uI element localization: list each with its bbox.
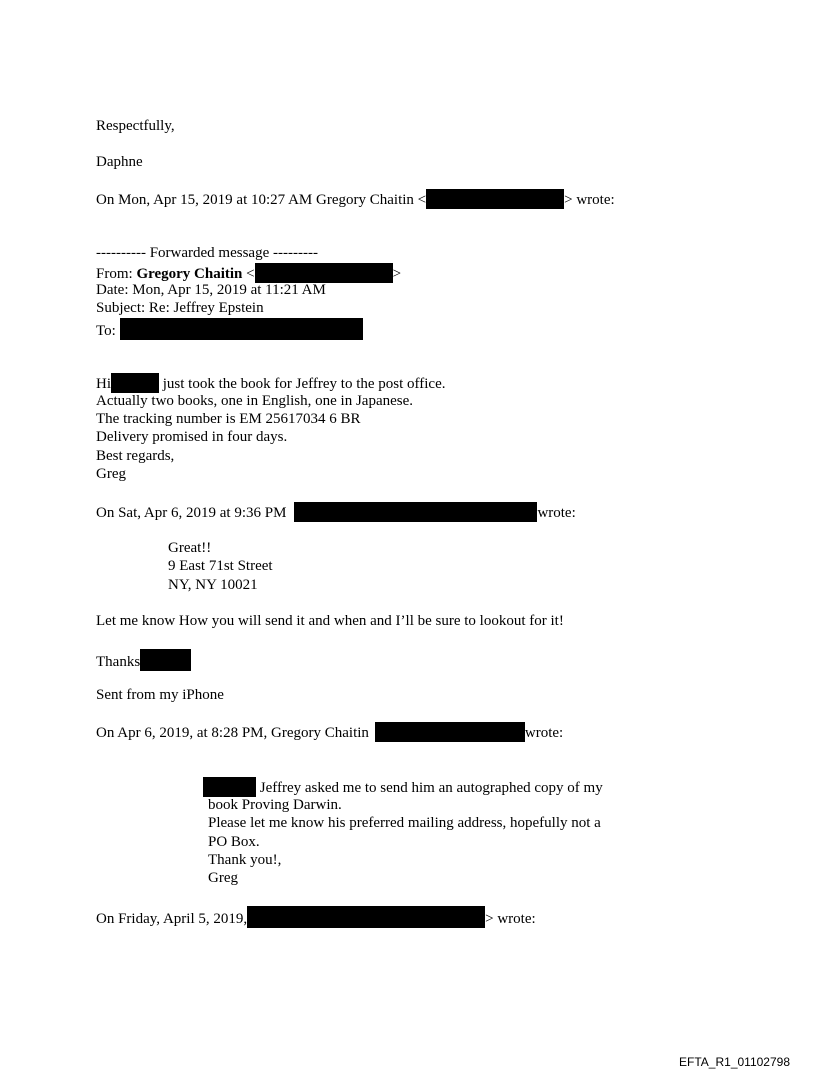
forwarded-banner: ---------- Forwarded message --------- <box>96 245 318 261</box>
reply-header-3-suffix: wrote: <box>524 725 564 741</box>
address-line-3: NY, NY 10021 <box>168 577 258 593</box>
redaction-block <box>111 373 159 393</box>
sent-from-line: Sent from my iPhone <box>96 687 224 703</box>
forwarded-date: Date: Mon, Apr 15, 2019 at 11:21 AM <box>96 282 326 298</box>
message-3-line-2: book Proving Darwin. <box>208 797 342 813</box>
from-name: Gregory Chaitin <box>136 266 243 282</box>
message-1-line-1-text: just took the book for Jeffrey to the post office. <box>159 376 446 392</box>
message-1-line-3: The tracking number is EM 25617034 6 BR <box>96 411 361 427</box>
reply-header-1 <box>96 189 615 209</box>
redaction-block <box>247 906 485 928</box>
message-1-line-2: Actually two books, one in English, one in Japanese. <box>96 393 414 409</box>
address-line-2: 9 East 71st Street <box>168 558 273 574</box>
reply-header-2 <box>96 502 576 522</box>
to-label: To: <box>96 323 120 339</box>
thanks-line <box>96 649 191 671</box>
address-line-1: Great!! <box>168 540 212 556</box>
message-3-line-3: Please let me know his preferred mailing address, hopefully not a <box>208 815 601 831</box>
message-1-line-4: Delivery promised in four days. <box>96 429 288 445</box>
forwarded-from <box>96 263 401 283</box>
redaction-block <box>255 263 393 283</box>
from-label: From: <box>96 266 137 282</box>
greeting: Hi <box>96 376 111 392</box>
thanks-text: Thanks <box>96 654 141 670</box>
forwarded-to <box>96 318 363 340</box>
sign-off: Respectfully, <box>96 118 175 134</box>
message-1-line-5: Best regards, <box>96 448 175 464</box>
message-3-line-6: Greg <box>208 870 238 886</box>
reply-header-3-text: On Apr 6, 2019, at 8:28 PM, Gregory Chaitin <box>96 725 369 741</box>
redaction-block <box>375 722 525 742</box>
reply-header-4-text: On Friday, April 5, 2019, <box>96 911 248 927</box>
reply-header-3 <box>96 722 563 742</box>
message-3-line-1 <box>203 777 603 797</box>
from-gt: > <box>392 266 402 282</box>
message-1-line-1 <box>96 373 445 393</box>
message-3-line-5: Thank you!, <box>208 852 282 868</box>
redaction-block <box>294 502 537 522</box>
reply-header-2-suffix: wrote: <box>537 505 576 521</box>
redaction-block <box>426 189 564 209</box>
message-3-line-4: PO Box. <box>208 834 260 850</box>
message-3-line-1-text: Jeffrey asked me to send him an autographed copy of my <box>256 780 603 796</box>
reply-header-4-suffix: > wrote: <box>485 911 536 927</box>
from-lt: < <box>242 266 255 282</box>
forwarded-subject: Subject: Re: Jeffrey Epstein <box>96 300 264 316</box>
reply-header-4 <box>96 906 536 928</box>
reply-header-1-suffix: > wrote: <box>564 192 615 208</box>
redaction-block <box>120 318 363 340</box>
reply-header-1-text: On Mon, Apr 15, 2019 at 10:27 AM Gregory Chaitin < <box>96 192 427 208</box>
message-2-line-1: Let me know How you will send it and when and I’ll be sure to lookout for it! <box>96 613 564 629</box>
sender-name: Daphne <box>96 154 143 170</box>
message-1-line-6: Greg <box>96 466 126 482</box>
document-id: EFTA_R1_01102798 <box>679 1055 790 1069</box>
redaction-block <box>203 777 256 797</box>
reply-header-2-text: On Sat, Apr 6, 2019 at 9:36 PM <box>96 505 287 521</box>
redaction-block <box>140 649 191 671</box>
